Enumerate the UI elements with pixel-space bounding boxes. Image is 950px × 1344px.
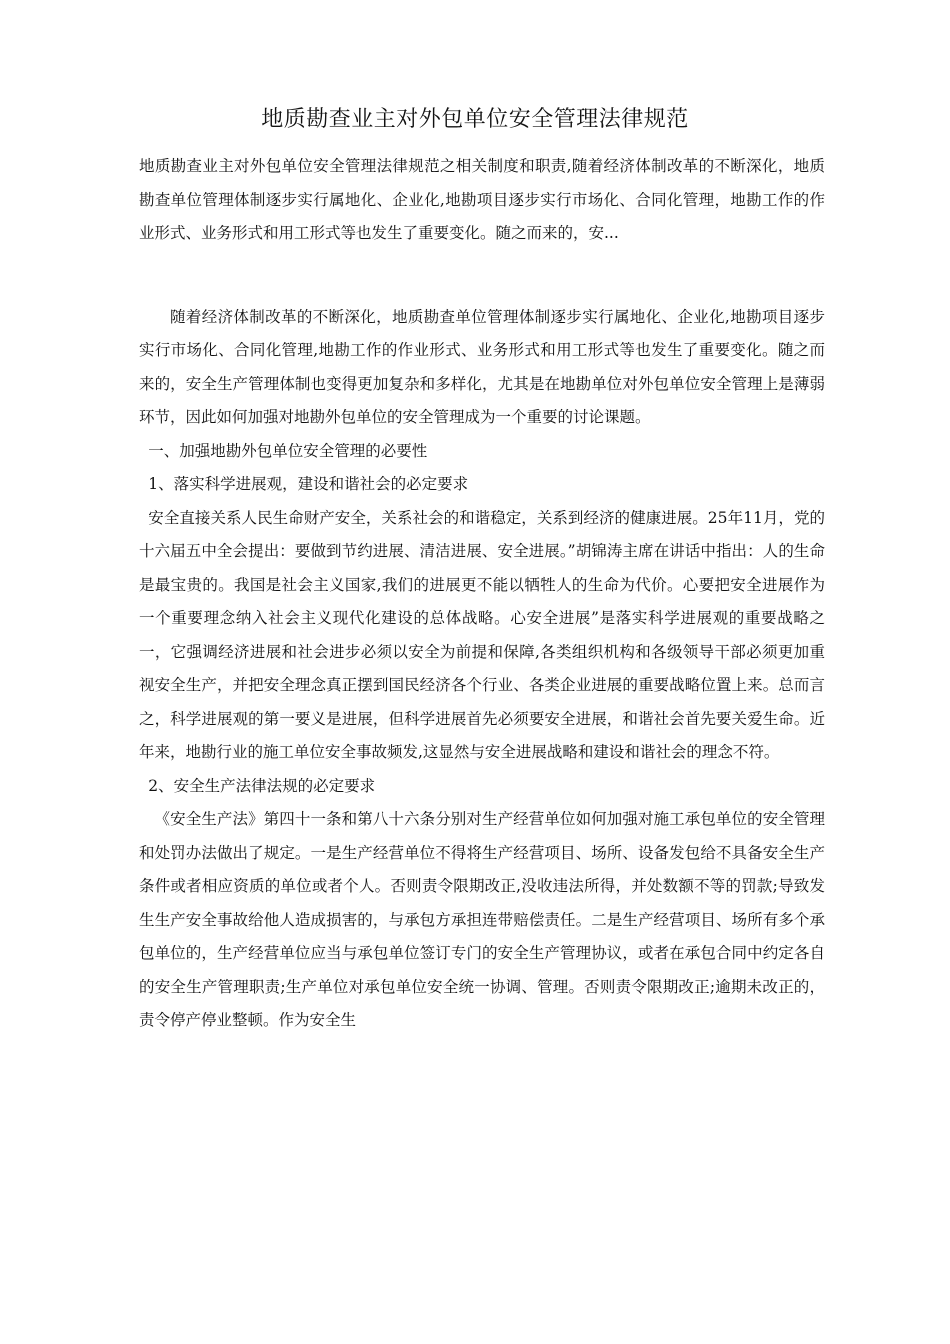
summary-paragraph: 地质勘查业主对外包单位安全管理法律规范之相关制度和职责,随着经济体制改革的不断深化，地质勘查单位管理体制逐步实行属地化、企业化,地勘项目逐步实行市场化、合同化管理，地勘工作的作业形式、业务形式和用工形式等也发生了重要变化。随之而来的，安... bbox=[139, 157, 825, 242]
body-paragraph: 安全直接关系人民生命财产安全，关系社会的和谐稳定，关系到经济的健康进展。25年11月，党的十六届五中全会提出：要做到节约进展、清洁进展、安全进展。”胡锦涛主席在讲话中指出：人的生命是最宝贵的。我国是社会主义国家,我们的进展更不能以牺牲人的生命为代价。心要把安全进展作为一个重要理念纳入社会主义现代化建设的总体战略。心安全进展”是落实科学进展观的重要战略之一，它强调经济进展和社会进步必须以安全为前提和保障,各类组织机构和各级领导干部必须更加重视安全生产，并把安全理念真正摆到国民经济各个行业、各类企业进展的重要战略位置上来。总而言之，科学进展观的第一要义是进展，但科学进展首先必须要安全进展，和谐社会首先要关爱生命。近年来，地勘行业的施工单位安全事故频发,这显然与安全进展战略和建设和谐社会的理念不符。 bbox=[139, 508, 825, 761]
body-paragraph: 《安全生产法》第四十一条和第八十六条分别对生产经营单位如何加强对施工承包单位的安全管理和处罚办法做出了规定。一是生产经营单位不得将生产经营项目、场所、设备发包给不具备安全生产条件或者相应资质的单位或者个人。否则责令限期改正,没收违法所得，并处数额不等的罚款;导致发生生产安全事故给他人造成损害的，与承包方承担连带赔偿责任。二是生产经营项目、场所有多个承包单位的，生产经营单位应当与承包单位签订专门的安全生产管理协议，或者在承包合同中约定各自的安全生产管理职责;生产单位对承包单位安全统一协调、管理。否则责令限期改正;逾期未改正的，责令停产停业整顿。作为安全生 bbox=[139, 810, 825, 1029]
subsection-heading: 1、落实科学进展观，建设和谐社会的必定要求 bbox=[148, 475, 469, 493]
subsection-heading: 2、安全生产法律法规的必定要求 bbox=[148, 776, 376, 795]
intro-paragraph: 随着经济体制改革的不断深化，地质勘查单位管理体制逐步实行属地化、企业化,地勘项目逐步实行市场化、合同化管理,地勘工作的作业形式、业务形式和用工形式等也发生了重要变化。随之而来的，安全生产管理体制也变得更加复杂和多样化，尤其是在地勘单位对外包单位安全管理上是薄弱环节，因此如何加强对地勘外包单位的安全管理成为一个重要的讨论课题。 bbox=[139, 307, 825, 426]
document-title: 地质勘查业主对外包单位安全管理法律规范 bbox=[261, 107, 689, 132]
section-heading: 一、加强地勘外包单位安全管理的必要性 bbox=[148, 441, 428, 460]
document-body bbox=[139, 150, 825, 1038]
